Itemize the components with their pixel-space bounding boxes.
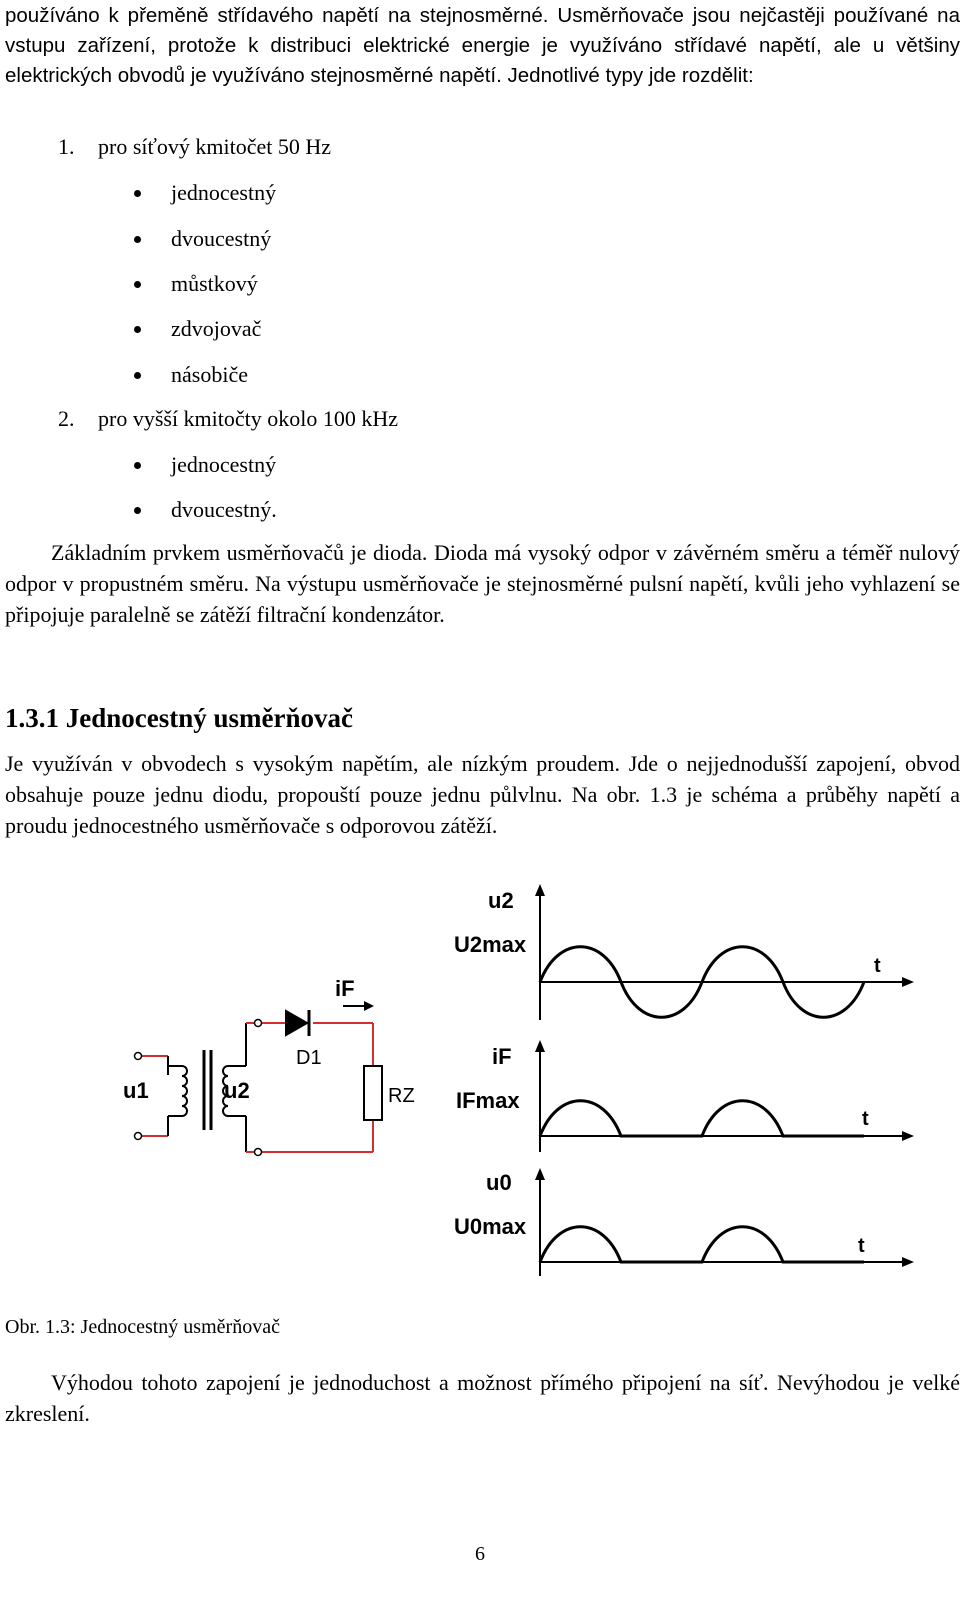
- half-wave: [540, 1227, 864, 1262]
- resistor-symbol: [364, 1066, 382, 1120]
- graph-u2: [535, 884, 914, 1020]
- bullet-icon: [134, 462, 141, 469]
- page-number: 6: [475, 1543, 485, 1565]
- svg-text:u0: u0: [486, 1170, 512, 1195]
- paragraph-conclusion: Výhodou tohoto zapojení je jednoduchost a možnost přímého připojení na síť. Nevýhodou je velké zkreslení.: [5, 1370, 960, 1426]
- svg-text:iF: iF: [492, 1044, 512, 1069]
- terminal-dot: [255, 1149, 262, 1156]
- bullet-icon: [134, 372, 141, 379]
- svg-text:U2max: U2max: [454, 932, 527, 957]
- bullet-icon: [134, 190, 141, 197]
- terminal-dot: [135, 1053, 142, 1060]
- list-item-1: [58, 132, 331, 162]
- bullet-icon: [134, 507, 141, 514]
- terminal-dot: [135, 1133, 142, 1140]
- terminal-dot: [255, 1020, 262, 1027]
- section-heading: 1.3.1 Jednocestný usměrňovač: [5, 703, 353, 733]
- diode-symbol: [286, 1011, 307, 1035]
- svg-text:U0max: U0max: [454, 1214, 527, 1239]
- svg-text:t: t: [858, 1235, 865, 1257]
- label-iF: iF: [335, 976, 355, 1001]
- graph-u0: [535, 1168, 914, 1276]
- list-item-2: [58, 404, 398, 434]
- primary-coil: [182, 1066, 187, 1116]
- svg-text:IFmax: IFmax: [456, 1088, 520, 1113]
- document-page: používáno k přeměně střídavého napětí na stejnosměrné. Usměrňovače jsou nejčastěji používané na vstupu zařízení, protože k distribuci elektrické energie je využíváno střídavé napětí, ale u většiny elektrických obvodů je využíváno stejnosměrné napětí. Jednotlivé typy jde rozdělit: 1. pro síťový kmitočet 50 Hz jednocestný dvoucestný můstkový zdvojovač násobiče 2. pro vyšší kmitočty okolo 100 kHz jednocestný dvoucestný. Základním prvkem usměrňovačů je dioda. Dioda má vysoký odpor v závěrném směru a téměř nulový odpor v propustném směru. Na výstupu usměrňovače je stejnosměrné pulsní napětí, kvůli jeho vyhlazení se připojuje paralelně se zátěží filtrační kondenzátor. 1.3.1 Jednocestný usměrňovač Je využíván v obvodech s vysokým napětím, ale nízkým proudem. Jde o nejjednodušší zapojení, obvod obsahuje pouze jednu diodu, propouští pouze jednu půlvlnu. Na obr. 1.3 je schéma a průběhy napětí a proudu jednocestného usměrňovače s odporovou zátěží. u1 u2 iF D1 RZ u2 U2max t iF IFmax t u0 U0max t Obr. 1.3: Jednocestný usměrňovač Výhodou tohoto zapojení je jednoduchost a možnost přímého připojení na síť. Nevýhodou je velké zkreslení. 6: [0, 0, 960, 1604]
- bullet-icon: [134, 281, 141, 288]
- half-wave: [540, 1101, 864, 1136]
- paragraph-section: Je využíván v obvodech s vysokým napětím, ale nízkým proudem. Jde o nejjednodušší zapojení, obvod obsahuje pouze jednu diodu, propouští pouze jednu půlvlnu. Na obr. 1.3 je schéma a průběhy napětí a proudu jednocestného usměrňovače s odporovou zátěží.: [5, 751, 960, 838]
- paragraph-diode: Základním prvkem usměrňovačů je dioda. Dioda má vysoký odpor v závěrném směru a téměř nulový odpor v propustném směru. Na výstupu usměrňovače je stejnosměrné pulsní napětí, kvůli jeho vyhlazení se připojuje paralelně se zátěží filtrační kondenzátor.: [5, 540, 960, 627]
- list-number: 2.: [58, 406, 75, 431]
- label-RZ: RZ: [388, 1085, 415, 1107]
- label-u2: u2: [224, 1078, 250, 1103]
- svg-text:t: t: [874, 955, 881, 977]
- label-D1: D1: [296, 1047, 322, 1069]
- figure-rectifier: [118, 880, 918, 1290]
- intro-paragraph: používáno k přeměně střídavého napětí na stejnosměrné. Usměrňovače jsou nejčastěji používané na vstupu zařízení, protože k distribuci elektrické energie je využíváno střídavé napětí, ale u většiny elektrických obvodů je využíváno stejnosměrné napětí. Jednotlivé typy jde rozdělit:: [5, 4, 960, 87]
- circuit-schematic: [135, 1001, 383, 1156]
- label-u1: u1: [123, 1078, 149, 1103]
- graph-iF: [535, 1040, 914, 1152]
- bullet-icon: [134, 236, 141, 243]
- svg-text:u2: u2: [488, 888, 514, 913]
- bullet-icon: [134, 326, 141, 333]
- list-label: pro vyšší kmitočty okolo 100 kHz: [98, 406, 399, 431]
- list-label: pro síťový kmitočet 50 Hz: [98, 134, 332, 159]
- figure-caption: Obr. 1.3: Jednocestný usměrňovač: [5, 1316, 280, 1338]
- list-number: 1.: [58, 134, 75, 159]
- svg-text:t: t: [862, 1108, 869, 1130]
